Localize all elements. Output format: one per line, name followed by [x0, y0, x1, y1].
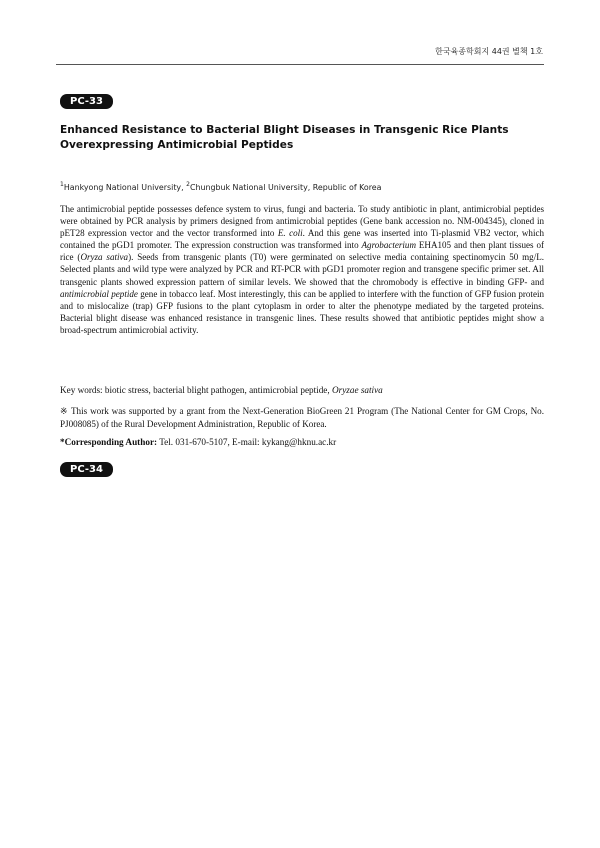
title-line: Overexpressing Antimicrobial Peptides: [60, 139, 294, 151]
keywords: Key words: biotic stress, bacterial blight pathogen, antimicrobial peptide, Oryzae sativa: [60, 385, 383, 395]
funding-note: ※ This work was supported by a grant from the Next-Generation BioGreen 21 Program (The National Center for GM Crops, No. PJ008085) of the Rural Development Administration, Republic of Korea.: [60, 406, 544, 429]
affiliation: $^1$Hankyong National University, $^2$Chungbuk National University, Republic of Korea: [60, 181, 382, 192]
entry-code-badge: PC-33: [60, 94, 113, 109]
running-header: 한국육종학회지 44권 별책 1호: [435, 47, 543, 56]
entry-code-badge: PC-34: [60, 462, 113, 477]
entry-title: [60, 123, 550, 153]
header-rule: [56, 64, 544, 65]
abstract: The antimicrobial peptide possesses defence system to virus, fungi and bacteria. To study antibiotic in plant, antimicrobial peptides were obtained by PCR analysis by primers designed from antimicrobial peptides (Gene bank accession no. NM-004345), cloned in pET28 expression vector and the vector transformed into E. coli. And this gene was inserted into Ti-plasmid VB2 vector, which contained the pGD1 promoter. The expression construction was transformed into Agrobacterium EHA105 and then plant tissues of rice (Oryza sativa). Seeds from transgenic plants (T0) were germinated on selective media containing spectinomycin 50 mg/L. Selected plants and wild type were analyzed by PCR and RT-PCR with pGD1 promoter region and transgene specific primer set. All transgenic plants showed expression pattern of similar levels. We showed that the chromobody is effective in binding GFP- and antimicrobial peptide gene in tobacco leaf. Most interestingly, this can be applied to interfere with the function of GFP fusion protein and to mislocalize (trap) GFP fusions to the plant cytoplasm in order to alter the phenotype mediated by the targeted proteins. Bacterial blight disease was enhanced resistance in transgenic lines. These results showed that antibiotic peptides might show a broad-spectrum antimicrobial activity.: [60, 204, 545, 335]
title-line: Enhanced Resistance to Bacterial Blight Diseases in Transgenic Rice Plants: [60, 124, 509, 136]
corresponding-author: *Corresponding Author: Tel. 031-670-5107, E-mail: kykang@hknu.ac.kr: [60, 437, 337, 447]
